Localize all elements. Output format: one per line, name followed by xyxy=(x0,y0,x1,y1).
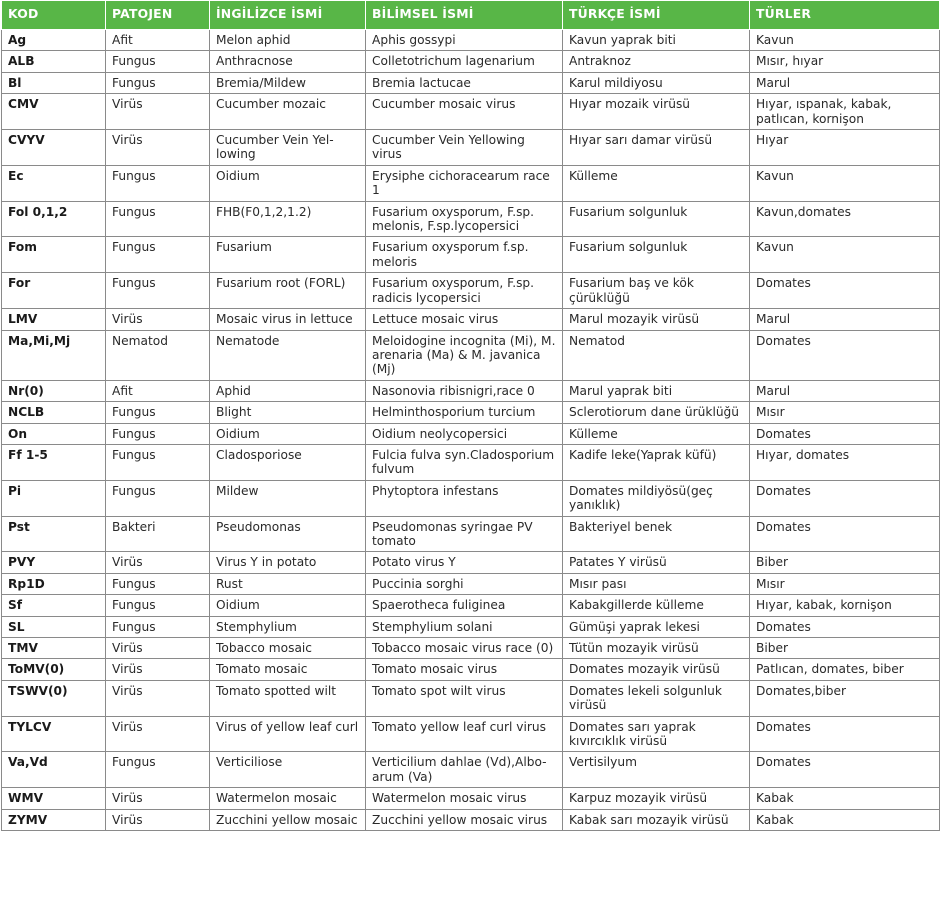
scientific-name-cell: Potato virus Y xyxy=(366,552,563,573)
turkish-name-cell: Domates sarı yaprak kıvırcıklık virüsü xyxy=(563,716,750,752)
kod-cell: Ec xyxy=(2,165,106,201)
patojen-cell: Virüs xyxy=(106,552,210,573)
english-name-cell: Oidium xyxy=(210,423,366,444)
kod-cell: Bl xyxy=(2,72,106,93)
species-cell: Marul xyxy=(750,380,940,401)
scientific-name-cell: Lettuce mosaic virus xyxy=(366,309,563,330)
kod-cell: TSWV(0) xyxy=(2,680,106,716)
english-name-cell: Anthracnose xyxy=(210,51,366,72)
patojen-cell: Bakteri xyxy=(106,516,210,552)
turkish-name-cell: Kabakgillerde külleme xyxy=(563,595,750,616)
english-name-cell: Mildew xyxy=(210,480,366,516)
kod-cell: Ag xyxy=(2,30,106,51)
turkish-name-cell: Nematod xyxy=(563,330,750,380)
english-name-cell: Watermelon mosaic xyxy=(210,788,366,809)
patojen-cell: Virüs xyxy=(106,680,210,716)
patojen-cell: Afit xyxy=(106,380,210,401)
header-patojen: PATOJEN xyxy=(106,1,210,30)
scientific-name-cell: Watermelon mosaic virus xyxy=(366,788,563,809)
scientific-name-cell: Cucumber Vein Yellowing virus xyxy=(366,130,563,166)
english-name-cell: Stemphylium xyxy=(210,616,366,637)
english-name-cell: Cucumber Vein Yel-lowing xyxy=(210,130,366,166)
table-body xyxy=(2,30,940,831)
english-name-cell: Oidium xyxy=(210,595,366,616)
turkish-name-cell: Vertisilyum xyxy=(563,752,750,788)
kod-cell: ToMV(0) xyxy=(2,659,106,680)
english-name-cell: Tobacco mosaic xyxy=(210,638,366,659)
patojen-cell: Fungus xyxy=(106,402,210,423)
patojen-cell: Fungus xyxy=(106,51,210,72)
scientific-name-cell: Tobacco mosaic virus race (0) xyxy=(366,638,563,659)
kod-cell: Sf xyxy=(2,595,106,616)
table-row xyxy=(2,165,940,201)
english-name-cell: Rust xyxy=(210,573,366,594)
scientific-name-cell: Verticilium dahlae (Vd),Albo-arum (Va) xyxy=(366,752,563,788)
table-row xyxy=(2,309,940,330)
patojen-cell: Fungus xyxy=(106,595,210,616)
scientific-name-cell: Oidium neolycopersici xyxy=(366,423,563,444)
turkish-name-cell: Marul yaprak biti xyxy=(563,380,750,401)
table-row xyxy=(2,94,940,130)
patojen-cell: Fungus xyxy=(106,480,210,516)
turkish-name-cell: Hıyar sarı damar virüsü xyxy=(563,130,750,166)
english-name-cell: Melon aphid xyxy=(210,30,366,51)
species-cell: Biber xyxy=(750,638,940,659)
table-row xyxy=(2,201,940,237)
turkish-name-cell: Fusarium baş ve kök çürüklüğü xyxy=(563,273,750,309)
english-name-cell: Cladosporiose xyxy=(210,444,366,480)
english-name-cell: Aphid xyxy=(210,380,366,401)
turkish-name-cell: Külleme xyxy=(563,165,750,201)
species-cell: Domates xyxy=(750,480,940,516)
turkish-name-cell: Patates Y virüsü xyxy=(563,552,750,573)
scientific-name-cell: Stemphylium solani xyxy=(366,616,563,637)
table-row xyxy=(2,595,940,616)
table-row xyxy=(2,638,940,659)
english-name-cell: Virus of yellow leaf curl xyxy=(210,716,366,752)
english-name-cell: FHB(F0,1,2,1.2) xyxy=(210,201,366,237)
scientific-name-cell: Tomato yellow leaf curl virus xyxy=(366,716,563,752)
species-cell: Kavun xyxy=(750,30,940,51)
patojen-cell: Fungus xyxy=(106,72,210,93)
table-row xyxy=(2,444,940,480)
species-cell: Kavun,domates xyxy=(750,201,940,237)
table-row xyxy=(2,516,940,552)
species-cell: Domates xyxy=(750,330,940,380)
english-name-cell: Mosaic virus in lettuce xyxy=(210,309,366,330)
kod-cell: On xyxy=(2,423,106,444)
table-row xyxy=(2,51,940,72)
species-cell: Hıyar, domates xyxy=(750,444,940,480)
kod-cell: Fom xyxy=(2,237,106,273)
header-scientific-name: BİLİMSEL İSMİ xyxy=(366,1,563,30)
turkish-name-cell: Gümüşi yaprak lekesi xyxy=(563,616,750,637)
patojen-cell: Virüs xyxy=(106,130,210,166)
species-cell: Kabak xyxy=(750,809,940,830)
patojen-cell: Fungus xyxy=(106,273,210,309)
kod-cell: Ma,Mi,Mj xyxy=(2,330,106,380)
english-name-cell: Cucumber mozaic xyxy=(210,94,366,130)
scientific-name-cell: Fusarium oxysporum, F.sp. melonis, F.sp.lycopersici xyxy=(366,201,563,237)
species-cell: Domates xyxy=(750,752,940,788)
scientific-name-cell: Phytoptora infestans xyxy=(366,480,563,516)
species-cell: Domates,biber xyxy=(750,680,940,716)
kod-cell: LMV xyxy=(2,309,106,330)
species-cell: Biber xyxy=(750,552,940,573)
species-cell: Mısır xyxy=(750,573,940,594)
header-kod: KOD xyxy=(2,1,106,30)
patojen-cell: Virüs xyxy=(106,309,210,330)
turkish-name-cell: Tütün mozayik virüsü xyxy=(563,638,750,659)
table-row xyxy=(2,788,940,809)
turkish-name-cell: Bakteriyel benek xyxy=(563,516,750,552)
table-row xyxy=(2,552,940,573)
table-row xyxy=(2,380,940,401)
scientific-name-cell: Spaerotheca fuliginea xyxy=(366,595,563,616)
turkish-name-cell: Antraknoz xyxy=(563,51,750,72)
species-cell: Kavun xyxy=(750,165,940,201)
species-cell: Kavun xyxy=(750,237,940,273)
english-name-cell: Blight xyxy=(210,402,366,423)
kod-cell: For xyxy=(2,273,106,309)
english-name-cell: Oidium xyxy=(210,165,366,201)
patojen-cell: Fungus xyxy=(106,444,210,480)
patojen-cell: Virüs xyxy=(106,716,210,752)
header-species: TÜRLER xyxy=(750,1,940,30)
turkish-name-cell: Sclerotiorum dane ürüklüğü xyxy=(563,402,750,423)
table-row xyxy=(2,130,940,166)
turkish-name-cell: Mısır pası xyxy=(563,573,750,594)
scientific-name-cell: Cucumber mosaic virus xyxy=(366,94,563,130)
turkish-name-cell: Fusarium solgunluk xyxy=(563,237,750,273)
patojen-cell: Virüs xyxy=(106,788,210,809)
kod-cell: CVYV xyxy=(2,130,106,166)
kod-cell: ZYMV xyxy=(2,809,106,830)
header-english-name: İNGİLİZCE İSMİ xyxy=(210,1,366,30)
table-row xyxy=(2,716,940,752)
turkish-name-cell: Domates mozayik virüsü xyxy=(563,659,750,680)
table-row xyxy=(2,659,940,680)
scientific-name-cell: Aphis gossypi xyxy=(366,30,563,51)
table-row xyxy=(2,680,940,716)
table-row xyxy=(2,402,940,423)
patojen-cell: Fungus xyxy=(106,201,210,237)
kod-cell: TMV xyxy=(2,638,106,659)
kod-cell: Ff 1-5 xyxy=(2,444,106,480)
header-turkish-name: TÜRKÇE İSMİ xyxy=(563,1,750,30)
patojen-cell: Virüs xyxy=(106,94,210,130)
species-cell: Domates xyxy=(750,616,940,637)
kod-cell: NCLB xyxy=(2,402,106,423)
species-cell: Domates xyxy=(750,516,940,552)
english-name-cell: Tomato mosaic xyxy=(210,659,366,680)
english-name-cell: Bremia/Mildew xyxy=(210,72,366,93)
patojen-cell: Fungus xyxy=(106,423,210,444)
patojen-cell: Fungus xyxy=(106,573,210,594)
scientific-name-cell: Pseudomonas syringae PV tomato xyxy=(366,516,563,552)
patojen-cell: Fungus xyxy=(106,616,210,637)
turkish-name-cell: Karpuz mozayik virüsü xyxy=(563,788,750,809)
table-row xyxy=(2,616,940,637)
species-cell: Mısır, hıyar xyxy=(750,51,940,72)
species-cell: Hıyar, ıspanak, kabak, patlıcan, kornişon xyxy=(750,94,940,130)
species-cell: Domates xyxy=(750,716,940,752)
species-cell: Marul xyxy=(750,72,940,93)
turkish-name-cell: Domates lekeli solgunluk virüsü xyxy=(563,680,750,716)
scientific-name-cell: Bremia lactucae xyxy=(366,72,563,93)
turkish-name-cell: Marul mozayik virüsü xyxy=(563,309,750,330)
species-cell: Domates xyxy=(750,423,940,444)
species-cell: Marul xyxy=(750,309,940,330)
table-header xyxy=(2,1,940,30)
species-cell: Mısır xyxy=(750,402,940,423)
table-row xyxy=(2,573,940,594)
kod-cell: PVY xyxy=(2,552,106,573)
english-name-cell: Fusarium xyxy=(210,237,366,273)
english-name-cell: Zucchini yellow mosaic xyxy=(210,809,366,830)
scientific-name-cell: Fulcia fulva syn.Cladosporium fulvum xyxy=(366,444,563,480)
kod-cell: CMV xyxy=(2,94,106,130)
table-row xyxy=(2,30,940,51)
patojen-cell: Afit xyxy=(106,30,210,51)
english-name-cell: Nematode xyxy=(210,330,366,380)
scientific-name-cell: Helminthosporium turcium xyxy=(366,402,563,423)
scientific-name-cell: Puccinia sorghi xyxy=(366,573,563,594)
table-row xyxy=(2,752,940,788)
english-name-cell: Pseudomonas xyxy=(210,516,366,552)
turkish-name-cell: Kavun yaprak biti xyxy=(563,30,750,51)
turkish-name-cell: Domates mildiyösü(geç yanıklık) xyxy=(563,480,750,516)
kod-cell: Rp1D xyxy=(2,573,106,594)
patojen-cell: Fungus xyxy=(106,237,210,273)
species-cell: Hıyar, kabak, kornişon xyxy=(750,595,940,616)
table-row xyxy=(2,423,940,444)
species-cell: Hıyar xyxy=(750,130,940,166)
table-row xyxy=(2,237,940,273)
header-row xyxy=(2,1,940,30)
scientific-name-cell: Fusarium oxysporum f.sp. meloris xyxy=(366,237,563,273)
scientific-name-cell: Erysiphe cichoracearum race 1 xyxy=(366,165,563,201)
kod-cell: SL xyxy=(2,616,106,637)
patojen-cell: Virüs xyxy=(106,638,210,659)
english-name-cell: Verticiliose xyxy=(210,752,366,788)
patojen-cell: Virüs xyxy=(106,659,210,680)
scientific-name-cell: Tomato mosaic virus xyxy=(366,659,563,680)
kod-cell: Pst xyxy=(2,516,106,552)
kod-cell: Nr(0) xyxy=(2,380,106,401)
turkish-name-cell: Kadife leke(Yaprak küfü) xyxy=(563,444,750,480)
kod-cell: Fol 0,1,2 xyxy=(2,201,106,237)
table-row xyxy=(2,273,940,309)
scientific-name-cell: Zucchini yellow mosaic virus xyxy=(366,809,563,830)
kod-cell: Pi xyxy=(2,480,106,516)
species-cell: Patlıcan, domates, biber xyxy=(750,659,940,680)
scientific-name-cell: Nasonovia ribisnigri,race 0 xyxy=(366,380,563,401)
table-row xyxy=(2,72,940,93)
scientific-name-cell: Tomato spot wilt virus xyxy=(366,680,563,716)
turkish-name-cell: Fusarium solgunluk xyxy=(563,201,750,237)
table-row xyxy=(2,330,940,380)
english-name-cell: Tomato spotted wilt xyxy=(210,680,366,716)
species-cell: Domates xyxy=(750,273,940,309)
turkish-name-cell: Karul mildiyosu xyxy=(563,72,750,93)
kod-cell: ALB xyxy=(2,51,106,72)
turkish-name-cell: Hıyar mozaik virüsü xyxy=(563,94,750,130)
pathogen-table xyxy=(1,0,940,831)
patojen-cell: Nematod xyxy=(106,330,210,380)
scientific-name-cell: Meloidogine incognita (Mi), M. arenaria (Ma) & M. javanica (Mj) xyxy=(366,330,563,380)
patojen-cell: Fungus xyxy=(106,752,210,788)
kod-cell: Va,Vd xyxy=(2,752,106,788)
english-name-cell: Fusarium root (FORL) xyxy=(210,273,366,309)
patojen-cell: Virüs xyxy=(106,809,210,830)
kod-cell: TYLCV xyxy=(2,716,106,752)
turkish-name-cell: Kabak sarı mozayik virüsü xyxy=(563,809,750,830)
turkish-name-cell: Külleme xyxy=(563,423,750,444)
table-row xyxy=(2,480,940,516)
scientific-name-cell: Fusarium oxysporum, F.sp. radicis lycopersici xyxy=(366,273,563,309)
patojen-cell: Fungus xyxy=(106,165,210,201)
scientific-name-cell: Colletotrichum lagenarium xyxy=(366,51,563,72)
species-cell: Kabak xyxy=(750,788,940,809)
english-name-cell: Virus Y in potato xyxy=(210,552,366,573)
table-row xyxy=(2,809,940,830)
kod-cell: WMV xyxy=(2,788,106,809)
